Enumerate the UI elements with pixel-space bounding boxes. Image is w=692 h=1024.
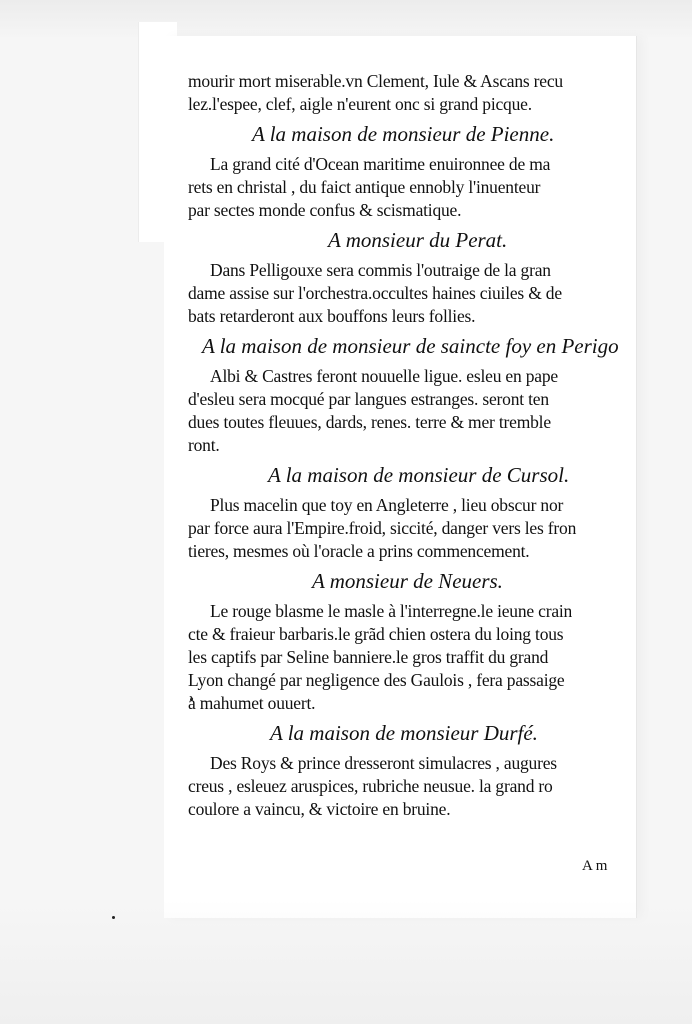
text-line: Des Roys & prince dresseront simulacres , augures bbox=[210, 753, 557, 773]
text-line: mourir mort miserable.vn Clement, Iule & Ascans recu bbox=[188, 71, 563, 91]
text-line: par force aura l'Empire.froid, siccité, danger vers les fron bbox=[188, 518, 577, 538]
text-line: cte & fraieur barbaris.le grãd chien ostera du loing tous bbox=[188, 624, 564, 644]
text-line: bats retarderont aux bouffons leurs follies. bbox=[188, 306, 476, 326]
text-line: tieres, mesmes où l'oracle a prins commencement. bbox=[188, 541, 530, 561]
text-line: les captifs par Seline banniere.le gros traffit du grand bbox=[188, 647, 549, 667]
page-text bbox=[188, 70, 628, 821]
section-heading: A la maison de monsieur de Cursol. bbox=[268, 463, 570, 487]
text-line: rets en christal , du faict antique ennobly l'inuenteur bbox=[188, 177, 541, 197]
text-line: à mahumet ouuert. bbox=[188, 693, 316, 713]
text-line: ront. bbox=[188, 435, 220, 455]
text-line: dame assise sur l'orchestra.occultes haines ciuiles & de bbox=[188, 283, 562, 303]
text-line: La grand cité d'Ocean maritime enuironnee de ma bbox=[210, 154, 551, 174]
section-heading: A la maison de monsieur de Pienne. bbox=[252, 122, 555, 146]
text-line: lez.l'espee, clef, aigle n'eurent onc si grand picque. bbox=[188, 94, 532, 114]
signature-mark: A m bbox=[582, 858, 608, 874]
text-line: dues toutes fleuues, dards, renes. terre & mer tremble bbox=[188, 412, 551, 432]
scan-edge-top bbox=[0, 0, 692, 40]
section-heading: A monsieur du Perat. bbox=[328, 228, 508, 252]
section-heading: A monsieur de Neuers. bbox=[312, 569, 503, 593]
section-heading: A la maison de monsieur Durfé. bbox=[270, 721, 538, 745]
scan-edge-bottom bbox=[0, 900, 692, 1024]
text-line: par sectes monde confus & scismatique. bbox=[188, 200, 462, 220]
text-line: d'esleu sera mocqué par langues estranges. seront ten bbox=[188, 389, 549, 409]
text-line: Albi & Castres feront nouuelle ligue. esleu en pape bbox=[210, 366, 558, 386]
section-heading: A la maison de monsieur de saincte foy en Perigo bbox=[202, 334, 619, 358]
text-line: Lyon changé par negligence des Gaulois , fera passaige bbox=[188, 670, 565, 690]
text-line: Plus macelin que toy en Angleterre , lieu obscur nor bbox=[210, 495, 564, 515]
text-line: creus , esleuez aruspices, rubriche neusue. la grand ro bbox=[188, 776, 553, 796]
text-line: Dans Pelligouxe sera commis l'outraige de la gran bbox=[210, 260, 551, 280]
text-line: Le rouge blasme le masle à l'interregne.le ieune crain bbox=[210, 601, 573, 621]
scan-speck bbox=[112, 916, 115, 919]
text-line: coulore a vaincu, & victoire en bruine. bbox=[188, 799, 451, 819]
